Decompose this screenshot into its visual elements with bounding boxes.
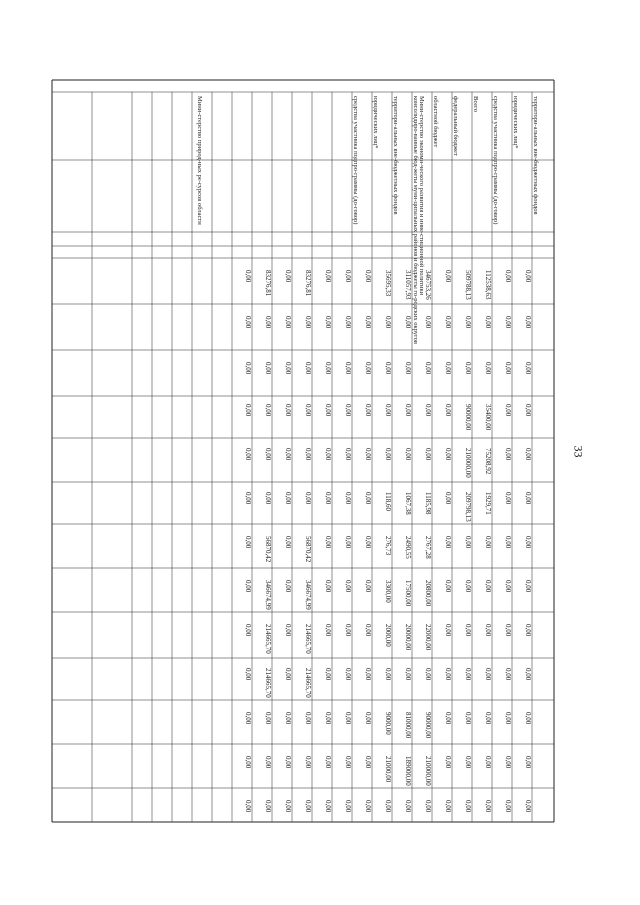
table-cell: 83276,81: [264, 270, 272, 297]
column-header: областной бюджет: [432, 96, 439, 148]
column-header: средства участника подпро-граммы (до-говор): [352, 96, 359, 225]
table-cell: 0,00: [324, 316, 332, 329]
table-cell: 0,00: [304, 800, 312, 813]
table-cell: 0,00: [444, 362, 452, 375]
table-cell: 0,00: [524, 668, 532, 681]
table-cell: 0,00: [244, 580, 252, 593]
table-cell: 112538,63: [484, 270, 492, 300]
table-cell: 0,00: [364, 624, 372, 637]
table-cell: 0,00: [484, 536, 492, 549]
table-cell: 346674,99: [304, 580, 312, 610]
table-cell: 311057,93: [404, 270, 412, 300]
table-cell: 0,00: [384, 448, 392, 461]
table-cell: 0,00: [304, 492, 312, 505]
table-cell: 0,00: [364, 404, 372, 417]
table-cell: 0,00: [424, 448, 432, 461]
table-cell: 0,00: [324, 404, 332, 417]
table-cell: 0,00: [324, 800, 332, 813]
column-header: федеральный бюджет: [452, 96, 459, 156]
table-cell: 0,00: [324, 756, 332, 769]
table-cell: 0,00: [364, 270, 372, 283]
table-cell: 0,00: [304, 448, 312, 461]
table-cell: 56870,42: [264, 536, 272, 563]
table-cell: 35695,33: [384, 270, 392, 297]
table-cell: 0,00: [524, 448, 532, 461]
table-cell: 0,00: [344, 362, 352, 375]
table-cell: 1929,71: [484, 492, 492, 515]
table-cell: 0,00: [404, 800, 412, 813]
table-cell: 0,00: [284, 580, 292, 593]
table-cell: 0,00: [284, 800, 292, 813]
table-cell: 20000,00: [404, 624, 412, 651]
table-cell: 0,00: [344, 492, 352, 505]
table-cell: 0,00: [464, 316, 472, 329]
table-cell: 90000,00: [464, 404, 472, 431]
table-cell: 0,00: [364, 712, 372, 725]
table-cell: 0,00: [504, 712, 512, 725]
table-cell: 0,00: [324, 492, 332, 505]
table-cell: 0,00: [244, 316, 252, 329]
table-cell: 0,00: [424, 362, 432, 375]
table-cell: 0,00: [324, 448, 332, 461]
table-cell: 0,00: [244, 756, 252, 769]
table-cell: 2490,55: [404, 536, 412, 559]
table-cell: 0,00: [484, 756, 492, 769]
table-cell: 0,00: [504, 800, 512, 813]
table-cell: 0,00: [244, 492, 252, 505]
table-cell: 0,00: [504, 316, 512, 329]
table-cell: 0,00: [424, 668, 432, 681]
table-cell: 0,00: [504, 270, 512, 283]
table-cell: 0,00: [524, 536, 532, 549]
table-cell: 0,00: [304, 316, 312, 329]
column-header: юридических лиц*: [372, 96, 379, 149]
table-cell: 0,00: [444, 316, 452, 329]
table-cell: 0,00: [524, 270, 532, 283]
table-cell: 0,00: [344, 404, 352, 417]
table-cell: 0,00: [484, 624, 492, 637]
table-cell: 0,00: [344, 800, 352, 813]
table-cell: 0,00: [284, 316, 292, 329]
table-cell: 0,00: [364, 756, 372, 769]
table-cell: 75208,92: [484, 448, 492, 475]
table-cell: 0,00: [404, 316, 412, 329]
table-cell: 0,00: [284, 712, 292, 725]
table-cell: 0,00: [244, 404, 252, 417]
table-cell: 20800,00: [424, 580, 432, 607]
column-header: консолидиро-ванные бюд-жеты муни-ципальных районов и бюджеты го-родских округов: [412, 96, 419, 344]
table-cell: 0,00: [264, 448, 272, 461]
table-cell: 0,00: [504, 756, 512, 769]
table-cell: 346674,99: [264, 580, 272, 610]
table-cell: 0,00: [344, 316, 352, 329]
table-cell: 90000,00: [424, 712, 432, 739]
table-cell: 1185,98: [424, 492, 432, 515]
table-cell: 0,00: [284, 404, 292, 417]
table-cell: 0,00: [324, 270, 332, 283]
table-cell: 0,00: [404, 668, 412, 681]
table-cell: 118,60: [384, 492, 392, 511]
table-cell: 0,00: [324, 580, 332, 593]
table-cell: 0,00: [524, 362, 532, 375]
table-cell: 0,00: [464, 362, 472, 375]
table-cell: 0,00: [284, 270, 292, 283]
table-cell: 0,00: [284, 536, 292, 549]
table-cell: 0,00: [324, 536, 332, 549]
table-cell: 0,00: [464, 624, 472, 637]
table-cell: 0,00: [284, 362, 292, 375]
table-cell: 0,00: [344, 448, 352, 461]
table-cell: 0,00: [384, 316, 392, 329]
table-cell: 0,00: [244, 448, 252, 461]
table-cell: 0,00: [364, 492, 372, 505]
group-label: Мини-стерство экономи-ческого развития и инве-стиционной политики: [418, 96, 425, 296]
table-cell: 1067,38: [404, 492, 412, 515]
table-cell: 0,00: [504, 668, 512, 681]
table-cell: 0,00: [404, 448, 412, 461]
table-cell: 0,00: [524, 580, 532, 593]
table-cell: 0,00: [444, 624, 452, 637]
table-cell: 0,00: [344, 712, 352, 725]
table-cell: 0,00: [284, 448, 292, 461]
table-cell: 0,00: [464, 756, 472, 769]
column-header: юридических лиц*: [512, 96, 519, 149]
table-cell: 0,00: [264, 800, 272, 813]
table-cell: 0,00: [324, 712, 332, 725]
table-cell: 17500,00: [404, 580, 412, 607]
table-cell: 0,00: [364, 800, 372, 813]
table-cell: 2000,00: [384, 624, 392, 647]
table-cell: 0,00: [324, 624, 332, 637]
column-header: Всего: [472, 96, 479, 112]
table-cell: 0,00: [504, 448, 512, 461]
table-cell: 0,00: [504, 624, 512, 637]
table-cell: 0,00: [524, 756, 532, 769]
table-cell: 214665,70: [304, 624, 312, 654]
table-cell: 0,00: [284, 492, 292, 505]
table-cell: 0,00: [384, 800, 392, 813]
table-cell: 0,00: [504, 492, 512, 505]
table-cell: 0,00: [484, 316, 492, 329]
table-cell: 214665,70: [264, 624, 272, 654]
table-cell: 0,00: [524, 492, 532, 505]
table-cell: 0,00: [524, 800, 532, 813]
table-cell: 0,00: [464, 712, 472, 725]
column-header: территори-альных вне-бюджетных фондов: [532, 96, 539, 215]
table-cell: 0,00: [324, 362, 332, 375]
table-cell: 209798,13: [464, 492, 472, 522]
table-cell: 0,00: [244, 800, 252, 813]
table-cell: 0,00: [364, 580, 372, 593]
table-cell: 0,00: [424, 316, 432, 329]
table-cell: 0,00: [364, 362, 372, 375]
table-cell: 35400,00: [484, 404, 492, 431]
table-cell: 0,00: [504, 536, 512, 549]
table-cell: 0,00: [344, 668, 352, 681]
column-header: территори-альных вне-бюджетных фондов: [392, 96, 399, 215]
table-cell: 0,00: [264, 756, 272, 769]
table-cell: 0,00: [384, 668, 392, 681]
table-cell: 0,00: [404, 362, 412, 375]
table-cell: 0,00: [524, 624, 532, 637]
table-cell: 0,00: [364, 668, 372, 681]
table-cell: 0,00: [464, 536, 472, 549]
table-cell: 0,00: [384, 362, 392, 375]
table-cell: 0,00: [344, 756, 352, 769]
group-label: Мини-стерство природ-ных ре-сурсов области: [196, 96, 203, 225]
table-cell: 0,00: [304, 404, 312, 417]
table-cell: 0,00: [444, 404, 452, 417]
table-cell: 0,00: [504, 580, 512, 593]
table-cell: 0,00: [344, 536, 352, 549]
table-cell: 0,00: [424, 404, 432, 417]
table-cell: 3300,00: [384, 580, 392, 603]
table-cell: 0,00: [524, 712, 532, 725]
table-cell: 0,00: [404, 404, 412, 417]
table-cell: 0,00: [384, 404, 392, 417]
table-cell: 0,00: [484, 668, 492, 681]
table-cell: 0,00: [284, 624, 292, 637]
table-cell: 0,00: [444, 580, 452, 593]
table-cell: 56870,42: [304, 536, 312, 563]
table-cell: 509788,13: [464, 270, 472, 300]
table-cell: 0,00: [484, 800, 492, 813]
table-cell: 0,00: [264, 404, 272, 417]
table-cell: 214665,70: [264, 668, 272, 698]
table-cell: 0,00: [344, 270, 352, 283]
table-cell: 0,00: [264, 362, 272, 375]
table-cell: 0,00: [284, 668, 292, 681]
table-cell: 0,00: [464, 580, 472, 593]
table-cell: 0,00: [504, 362, 512, 375]
table-cell: 0,00: [504, 404, 512, 417]
table-cell: 0,00: [444, 536, 452, 549]
page-number: 33: [571, 445, 586, 458]
table-cell: 189000,00: [404, 756, 412, 786]
table-cell: 0,00: [244, 712, 252, 725]
table-cell: 214665,70: [304, 668, 312, 698]
table-cell: 0,00: [444, 800, 452, 813]
table-cell: 0,00: [444, 668, 452, 681]
table-cell: 83276,81: [304, 270, 312, 297]
table-cell: 0,00: [304, 712, 312, 725]
table-cell: 0,00: [344, 624, 352, 637]
table-cell: 0,00: [244, 270, 252, 283]
table-cell: 0,00: [364, 536, 372, 549]
table-cell: 0,00: [304, 362, 312, 375]
table-cell: 0,00: [244, 668, 252, 681]
table-cell: 0,00: [364, 316, 372, 329]
table-cell: 210000,00: [424, 756, 432, 786]
table-cell: 0,00: [444, 270, 452, 283]
table-cell: 0,00: [444, 448, 452, 461]
table-cell: 2767,28: [424, 536, 432, 559]
table-cell: 0,00: [444, 712, 452, 725]
table-cell: 0,00: [284, 756, 292, 769]
table-cell: 0,00: [524, 316, 532, 329]
table-cell: 0,00: [484, 580, 492, 593]
table-cell: 0,00: [244, 536, 252, 549]
table-cell: 22000,00: [424, 624, 432, 651]
table-cell: 0,00: [264, 316, 272, 329]
table-cell: 9000,00: [384, 712, 392, 735]
table-cell: 0,00: [264, 492, 272, 505]
table-cell: 0,00: [244, 624, 252, 637]
table-cell: 0,00: [344, 580, 352, 593]
table-cell: 0,00: [444, 492, 452, 505]
table-cell: 81000,00: [404, 712, 412, 739]
table-cell: 21000,00: [384, 756, 392, 783]
table-cell: 346753,26: [424, 270, 432, 300]
table-cell: 0,00: [424, 800, 432, 813]
table-cell: 0,00: [244, 362, 252, 375]
table-cell: 0,00: [464, 668, 472, 681]
table-cell: 0,00: [484, 362, 492, 375]
table-cell: 0,00: [324, 668, 332, 681]
table-cell: 276,73: [384, 536, 392, 556]
table-cell: 0,00: [464, 800, 472, 813]
table-cell: 0,00: [364, 448, 372, 461]
table-cell: 210000,00: [464, 448, 472, 478]
column-header: средства участника подпро-граммы (до-говор): [492, 96, 499, 225]
table-cell: 0,00: [524, 404, 532, 417]
table-cell: 0,00: [444, 756, 452, 769]
table-cell: 0,00: [264, 712, 272, 725]
table-cell: 0,00: [484, 712, 492, 725]
table-cell: 0,00: [304, 756, 312, 769]
